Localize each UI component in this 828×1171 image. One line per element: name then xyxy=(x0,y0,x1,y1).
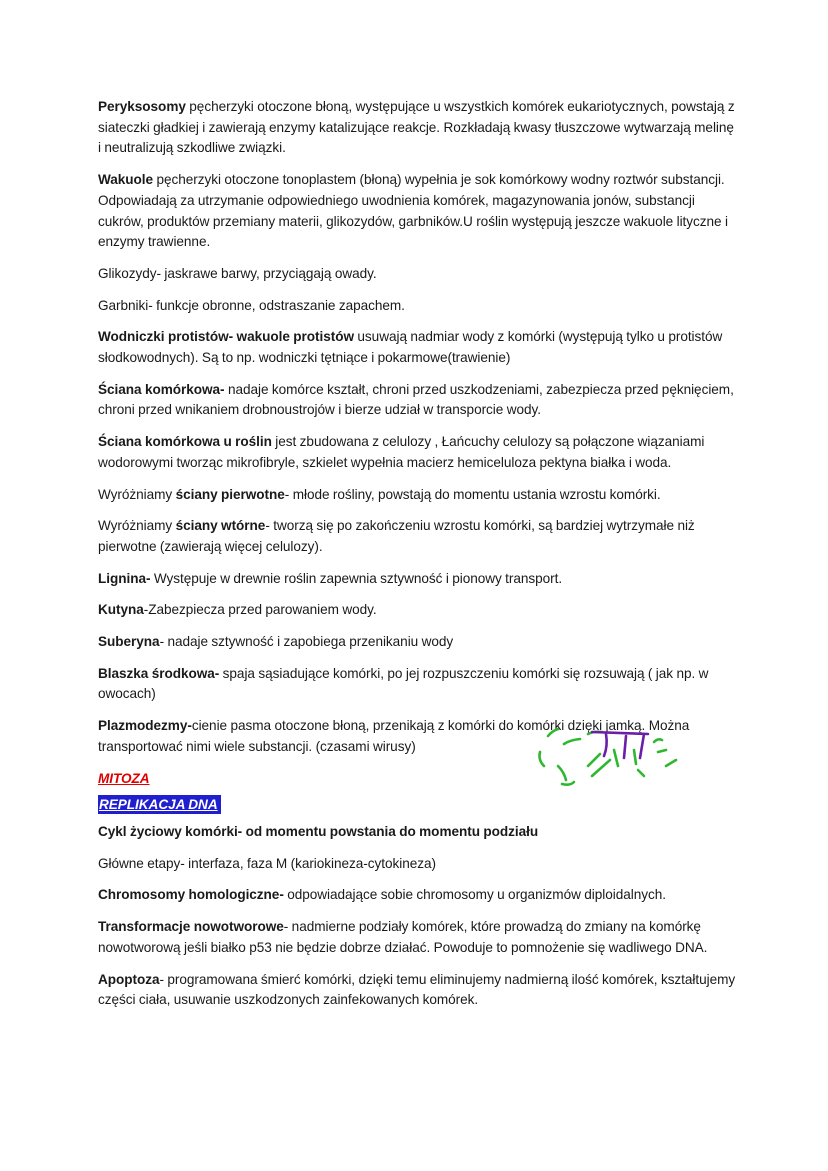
term: Apoptoza xyxy=(98,971,160,987)
paragraph-chromosomy: Chromosomy homologiczne- odpowiadające sobie chromosomy u organizmów diploidalnych. xyxy=(98,887,666,903)
document-page xyxy=(98,97,738,1022)
term: Peryksosomy xyxy=(98,99,186,114)
term: Cykl życiowy komórki- od momentu powstania do momentu podziału xyxy=(98,823,539,839)
paragraph-apoptoza: Apoptoza- programowana śmierć komórki, dzięki temu eliminujemy nadmierną ilość komórek, kształtujemy części ciała, usuwanie uszkodzonych zainfekowanych komórek. xyxy=(98,971,736,1008)
hand-drawn-doodle xyxy=(530,722,680,792)
term: Kutyna xyxy=(98,602,144,618)
term: ściany wtórne xyxy=(175,518,266,534)
term: Suberyna xyxy=(98,634,160,650)
paragraph-lignina: Lignina- Występuje w drewnie roślin zapewnia sztywność i pionowy transport. xyxy=(98,570,563,586)
paragraph-peryksosomy: Peryksosomy pęcherzyki otoczone błoną, występujące u wszystkich komórek eukariotycznych, powstają z siateczki gładkiej i zawierają enzymy katalizujące reakcje. Rozkładają kwasy tłuszczowe wytwarzają melinę i neutralizują szkodliwe związki. xyxy=(98,99,735,156)
doodle-green-stroke xyxy=(638,770,644,776)
replikacja-dna-link[interactable]: REPLIKACJA DNA xyxy=(98,795,221,814)
doodle-green-stroke xyxy=(548,729,558,736)
paragraph-wodniczki: Wodniczki protistów- wakuole protistów usuwają nadmiar wody z komórki (występują tylko u protistów słodkowodnych). Są to np. wodniczki tętniące i pokarmowe(trawienie) xyxy=(98,329,723,366)
doodle-green-stroke xyxy=(634,750,636,764)
term: ściany pierwotne xyxy=(175,486,285,502)
doodle-green-stroke xyxy=(658,750,666,752)
term: Ściana komórkowa- xyxy=(98,381,225,397)
paragraph-plazmodezmy: Plazmodezmy-cienie pasma otoczone błoną, przenikają z komórki do komórki dzięki jamką. Można transportować nimi wiele substancji. (czasami wirusy) xyxy=(98,718,690,754)
doodle-green-stroke xyxy=(562,782,574,785)
paragraph-garbniki: Garbniki- funkcje obronne, odstraszanie zapachem. xyxy=(98,297,405,313)
paragraph-kutyna: Kutyna-Zabezpiecza przed parowaniem wody. xyxy=(98,602,377,618)
term: Blaszka środkowa- xyxy=(98,665,220,681)
paragraph-glowne-etapy: Główne etapy- interfaza, faza M (kariokineza-cytokineza) xyxy=(98,855,436,871)
paragraph-cykl-zyciowy xyxy=(98,822,738,843)
doodle-green-stroke xyxy=(564,739,580,744)
doodle-green-stroke xyxy=(540,752,545,766)
paragraph-transformacje: Transformacje nowotworowe- nadmierne podziały komórek, które prowadzą do zmiany na komórkę nowotworową jeśli białko p53 nie będzie dobrze działać. Powoduje to pomnożenie się wadliwego DNA. xyxy=(98,919,708,955)
paragraph-wakuole: Wakuole pęcherzyki otoczone tonoplastem (błoną) wypełnia je sok komórkowy wodny roztwór substancji. Odpowiadają za utrzymanie odpowiedniego uwodnienia komórek, magazynowania jonów, substancji cukrów, produktów przemiany materii, glikozydów, garbników.U roślin występują jeszcze wakuole lityczne i enzymy trawienne. xyxy=(98,172,728,250)
term: Wakuole xyxy=(98,172,154,188)
paragraph-sciany-pierwotne: Wyróżniamy ściany pierwotne- młode rośliny, powstają do momentu ustania wzrostu komórki. xyxy=(98,486,661,502)
doodle-green-stroke xyxy=(614,750,618,766)
paragraph-blaszka-srodkowa: Blaszka środkowa- spaja sąsiadujące komórki, po jej rozpuszczeniu komórki się rozsuwają ( jak np. w owocach) xyxy=(98,665,709,702)
doodle-green-stroke xyxy=(592,760,610,776)
doodle-purple-stroke xyxy=(604,734,607,756)
doodle-purple-stroke xyxy=(640,734,644,758)
replikacja-line xyxy=(98,795,738,816)
doodle-purple-stroke xyxy=(592,732,648,734)
doodle-green-stroke xyxy=(666,760,676,766)
paragraph-glikozydy: Glikozydy- jaskrawe barwy, przyciągają owady. xyxy=(98,265,377,281)
term: Transformacje nowotworowe xyxy=(98,919,284,935)
term: Plazmodezmy- xyxy=(98,718,192,734)
doodle-green-stroke xyxy=(654,739,662,742)
term: Lignina- xyxy=(98,570,151,586)
paragraph-sciana-komorkowa: Ściana komórkowa- nadaje komórce kształt, chroni przed uszkodzeniami, zabezpiecza przed pęknięciem, chroni przed wnikaniem drobnoustrojów i bierze udział w transporcie wody. xyxy=(98,381,734,418)
paragraph-sciany-wtorne: Wyróżniamy ściany wtórne- tworzą się po zakończeniu wzrostu komórki, są bardziej wytrzymałe niż pierwotne (zawierają więcej celulozy). xyxy=(98,518,695,554)
term: Ściana komórkowa u roślin xyxy=(98,434,272,450)
mitoza-link[interactable]: MITOZA xyxy=(98,770,150,786)
term: Chromosomy homologiczne- xyxy=(98,887,284,903)
doodle-purple-stroke xyxy=(624,736,626,758)
paragraph-suberyna: Suberyna- nadaje sztywność i zapobiega przenikaniu wody xyxy=(98,634,454,650)
term: Wodniczki protistów- wakuole protistów xyxy=(98,329,354,345)
doodle-green-stroke xyxy=(588,754,600,766)
paragraph-sciana-roslin: Ściana komórkowa u roślin jest zbudowana z celulozy , Łańcuchy celulozy są połączone wiązaniami wodorowymi tworząc mikrofibryle, szkielet wypełnia macierz hemiceluloza pektyna białka i woda. xyxy=(98,434,705,470)
doodle-green-stroke xyxy=(558,766,566,780)
